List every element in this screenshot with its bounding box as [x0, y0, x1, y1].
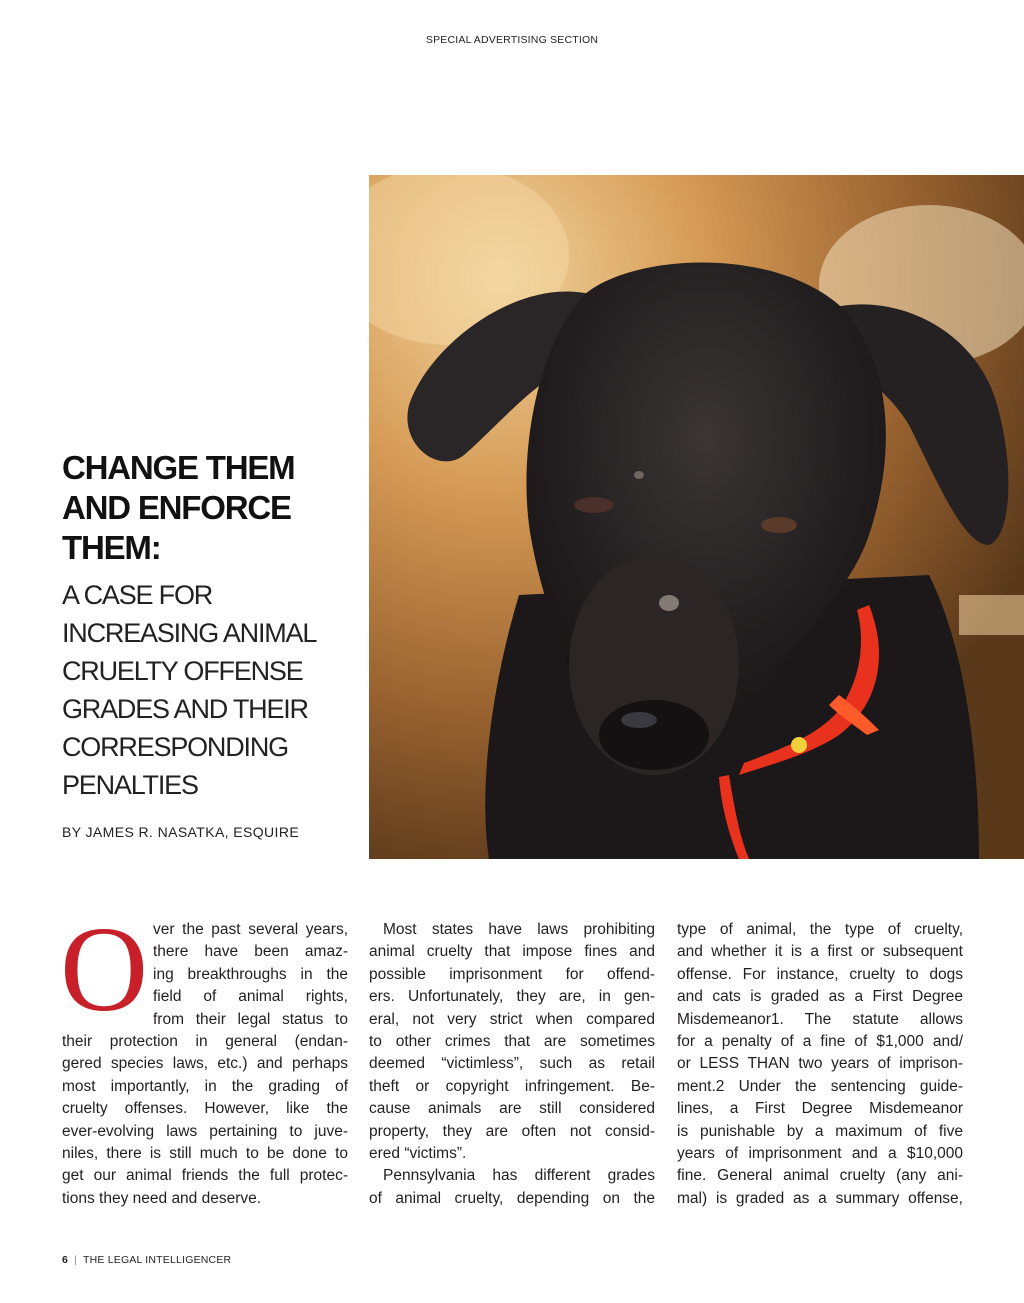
body-line: for a penalty of a fine of $1,000 and/	[677, 1033, 963, 1051]
body-line: eral, not very strict when compared	[369, 1010, 655, 1028]
body-line: type of animal, the type of cruelty,	[677, 921, 963, 938]
subtitle-line: CRUELTY OFFENSE	[62, 656, 303, 686]
body-line: theft or copyright infringement. Be-	[369, 1077, 655, 1095]
body-line: cause animals are still considered	[369, 1100, 655, 1118]
body-line: their protection in general (endan-	[62, 1033, 348, 1051]
body-line: Most states have laws prohibiting	[383, 921, 655, 938]
body-line: ever-evolving laws pertaining to juve-	[62, 1122, 348, 1140]
body-line: mal) is graded as a summary offense,	[677, 1189, 963, 1207]
body-line: years of imprisonment and a $10,000	[677, 1145, 963, 1163]
subtitle-line: INCREASING ANIMAL	[62, 618, 317, 648]
body-line: niles, there is still much to be done to	[62, 1145, 348, 1163]
body-line: get our animal friends the full protec-	[62, 1167, 348, 1185]
body-line: Misdemeanor1. The statute allows	[677, 1010, 963, 1028]
body-line: ered “victims”.	[369, 1145, 467, 1163]
article-subtitle	[62, 576, 362, 804]
dog-illustration	[369, 175, 1024, 859]
body-line: property, they are often not consid-	[369, 1122, 655, 1140]
body-line: offense. For instance, cruelty to dogs	[677, 965, 963, 983]
body-line: deemed “victimless”, such as retail	[369, 1055, 655, 1073]
page-footer	[62, 1254, 231, 1266]
body-line: is punishable by a maximum of five	[677, 1122, 963, 1140]
title-line: THEM:	[62, 529, 161, 566]
dog-photo	[369, 175, 1024, 859]
byline: BY JAMES R. NASATKA, ESQUIRE	[62, 824, 300, 840]
section-label: SPECIAL ADVERTISING SECTION	[425, 34, 599, 46]
body-line: ver the past several years,	[153, 921, 348, 938]
body-line: of animal cruelty, depending on the	[369, 1189, 655, 1207]
body-column-2	[369, 919, 655, 1210]
subtitle-line: A CASE FOR	[62, 580, 213, 610]
body-line: from their legal status to	[153, 1010, 348, 1028]
body-line: and whether it is a first or subsequent	[677, 943, 963, 961]
body-line: possible imprisonment for offend-	[369, 965, 655, 983]
body-line: fine. General animal cruelty (any ani-	[677, 1167, 963, 1185]
body-line: to other crimes that are sometimes	[369, 1033, 655, 1051]
body-line: cruelty offenses. However, like the	[62, 1100, 348, 1118]
article-title	[62, 448, 362, 568]
body-line: and cats is graded as a First Degree	[677, 988, 963, 1006]
body-line: field of animal rights,	[153, 988, 348, 1006]
body-line: gered species laws, etc.) and perhaps	[62, 1055, 348, 1073]
body-line: ing breakthroughs in the	[153, 965, 348, 983]
body-line: ment.2 Under the sentencing guide-	[677, 1077, 963, 1095]
title-line: AND ENFORCE	[62, 489, 291, 526]
subtitle-line: GRADES AND THEIR	[62, 694, 308, 724]
title-line: CHANGE THEM	[62, 449, 295, 486]
body-line: tions they need and deserve.	[62, 1189, 262, 1207]
body-line: or LESS THAN two years of imprison-	[677, 1055, 963, 1073]
subtitle-line: PENALTIES	[62, 770, 198, 800]
body-line: ers. Unfortunately, they are, in gen-	[369, 988, 655, 1006]
body-line: there have been amaz-	[153, 943, 348, 961]
body-line: most importantly, in the grading of	[62, 1077, 348, 1095]
footer-separator: |	[74, 1254, 77, 1266]
publication-name: THE LEGAL INTELLIGENCER	[82, 1254, 232, 1266]
body-line: animal cruelty that impose fines and	[369, 943, 655, 961]
drop-cap: O	[60, 902, 149, 1037]
body-line: lines, a First Degree Misdemeanor	[677, 1100, 963, 1118]
subtitle-line: CORRESPONDING	[62, 732, 288, 762]
body-line: Pennsylvania has different grades	[383, 1167, 655, 1185]
page-number: 6	[62, 1254, 69, 1266]
body-column-1	[62, 919, 348, 1210]
body-column-3	[677, 919, 963, 1210]
